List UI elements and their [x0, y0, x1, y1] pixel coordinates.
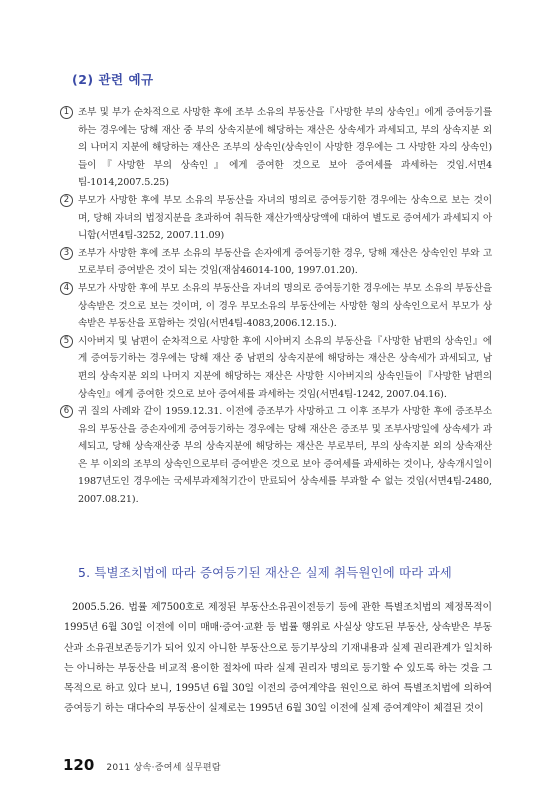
section-title: 5. 특별조치법에 따라 증여등기된 재산은 실제 취득원인에 따라 과세 — [78, 565, 452, 580]
list-item — [60, 192, 492, 245]
list-item-text: 귀 질의 사례와 같이 1959.12.31. 이전에 증조부가 사망하고 그 이후 조부가 사망한 후에 증조부소유의 부동산을 증손자에게 증여등기하는 경우에는 당해 재산은 증조부 및 조부사망일에 상속세가 과세되고, 당해 상속재산중 부의 상속지분에 해당하는 재산은 부로부터, 부의 상속지분 외의 상속재산은 부 이외의 조부의 상속인으로부터 증여받은 것으로 보아 증여세를 과세하는 것이나, 상속개시일이 1987년도인 경우에는 국세부과제척기간이 만료되어 상속세를 부과할 수 없는 것임(서면4팀-2480, 2007.08.21). — [78, 406, 492, 506]
circled-number: 4 — [60, 282, 73, 295]
circled-number: 2 — [60, 194, 73, 207]
page-number: 120 — [63, 756, 95, 774]
list-item-text: 조부가 사망한 후에 조부 소유의 부동산을 손자에게 증여등기한 경우, 당해 재산은 상속인인 부와 고모로부터 증여받은 것이 되는 것임(재삼46014-100, 1997.01.20). — [78, 247, 492, 277]
list-item — [60, 333, 492, 403]
list-item — [60, 403, 492, 509]
circled-number: 1 — [60, 106, 73, 119]
list-item-text: 부모가 사망한 후에 부모 소유의 부동산을 자녀의 명의로 증여등기한 경우에는 상속으로 보는 것이며, 당해 자녀의 법정지분을 초과하여 취득한 재산가액상당액에 대하여 별도로 증여세가 과세되지 아니함(서면4팀-3252, 2007.11.09) — [78, 194, 492, 242]
list-item — [60, 104, 492, 192]
page-footer — [63, 756, 221, 774]
circled-number: 3 — [60, 247, 73, 260]
list-item — [60, 245, 492, 280]
circled-number: 5 — [60, 335, 73, 348]
list-item-text: 부모가 사망한 후에 부모 소유의 부동산을 자녀의 명의로 증여등기한 경우에는 부모 소유의 부동산을 상속받은 것으로 보는 것이며, 이 경우 부모소유의 부동산에는 사망한 형의 상속인으로서 부모가 상속받은 부동산을 포함하는 것임(서면4팀-4083,2006.12.15.). — [78, 282, 492, 330]
ruling-list — [60, 104, 492, 509]
list-item-text: 조부 및 부가 순차적으로 사망한 후에 조부 소유의 부동산을『사망한 부의 상속인』에게 증여등기를 하는 경우에는 당해 재산 중 부의 상속지분에 해당하는 재산은 상속세가 과세되고, 부의 상속지분 외의 나머지 지분에 해당하는 재산은 조부의 상속인(상속인이 사망한 경우에는 그 사망한 자의 상속인)들이『사망한 부의 상속인』에게 증여한 것으로 보아 증여세를 과세하는 것임.서면4팀-1014,2007.5.25) — [78, 107, 492, 189]
list-item-text: 시아버지 및 남편이 순차적으로 사망한 후에 시아버지 소유의 부동산을『사망한 남편의 상속인』에게 증여등기하는 경우에는 당해 재산 중 남편의 상속지분에 해당하는 재산은 상속세가 과세되고, 남편의 상속지분 외의 나머지 지분에 해당하는 재산은 사망한 시아버지의 상속인들이『사망한 남편의 상속인』에게 증여한 것으로 보아 증여세를 과세하는 것임(서면4팀-1242, 2007.04.16). — [78, 335, 492, 400]
subheading: (2) 관련 예규 — [72, 72, 154, 87]
book-title: 2011 상속·증여세 실무편람 — [106, 763, 221, 773]
list-item — [60, 280, 492, 333]
circled-number: 6 — [60, 405, 73, 418]
body-paragraph: 2005.5.26. 법률 제7500호로 제정된 부동산소유권이전등기 등에 관한 특별조치법의 제정목적이 1995년 6월 30일 이전에 이미 매매·증여·교환 등 법률 행위로 사실상 양도된 부동산, 상속받은 부동산과 소유권보존등기가 되어 있지 아니한 부동산으로 등기부상의 기재내용과 실제 권리관계가 일치하는 아니하는 부동산을 비교적 용이한 절차에 따라 실제 권리자 명의로 등기할 수 있도록 하는 것을 그 목적으로 하고 있다 보니, 1995년 6월 30일 이전의 증여계약을 원인으로 하여 특별조치법에 의하여 증여등기 하는 대다수의 부동산이 실제로는 1995년 6월 30일 이전에 실제 증여계약이 체결된 것이 — [64, 602, 492, 715]
